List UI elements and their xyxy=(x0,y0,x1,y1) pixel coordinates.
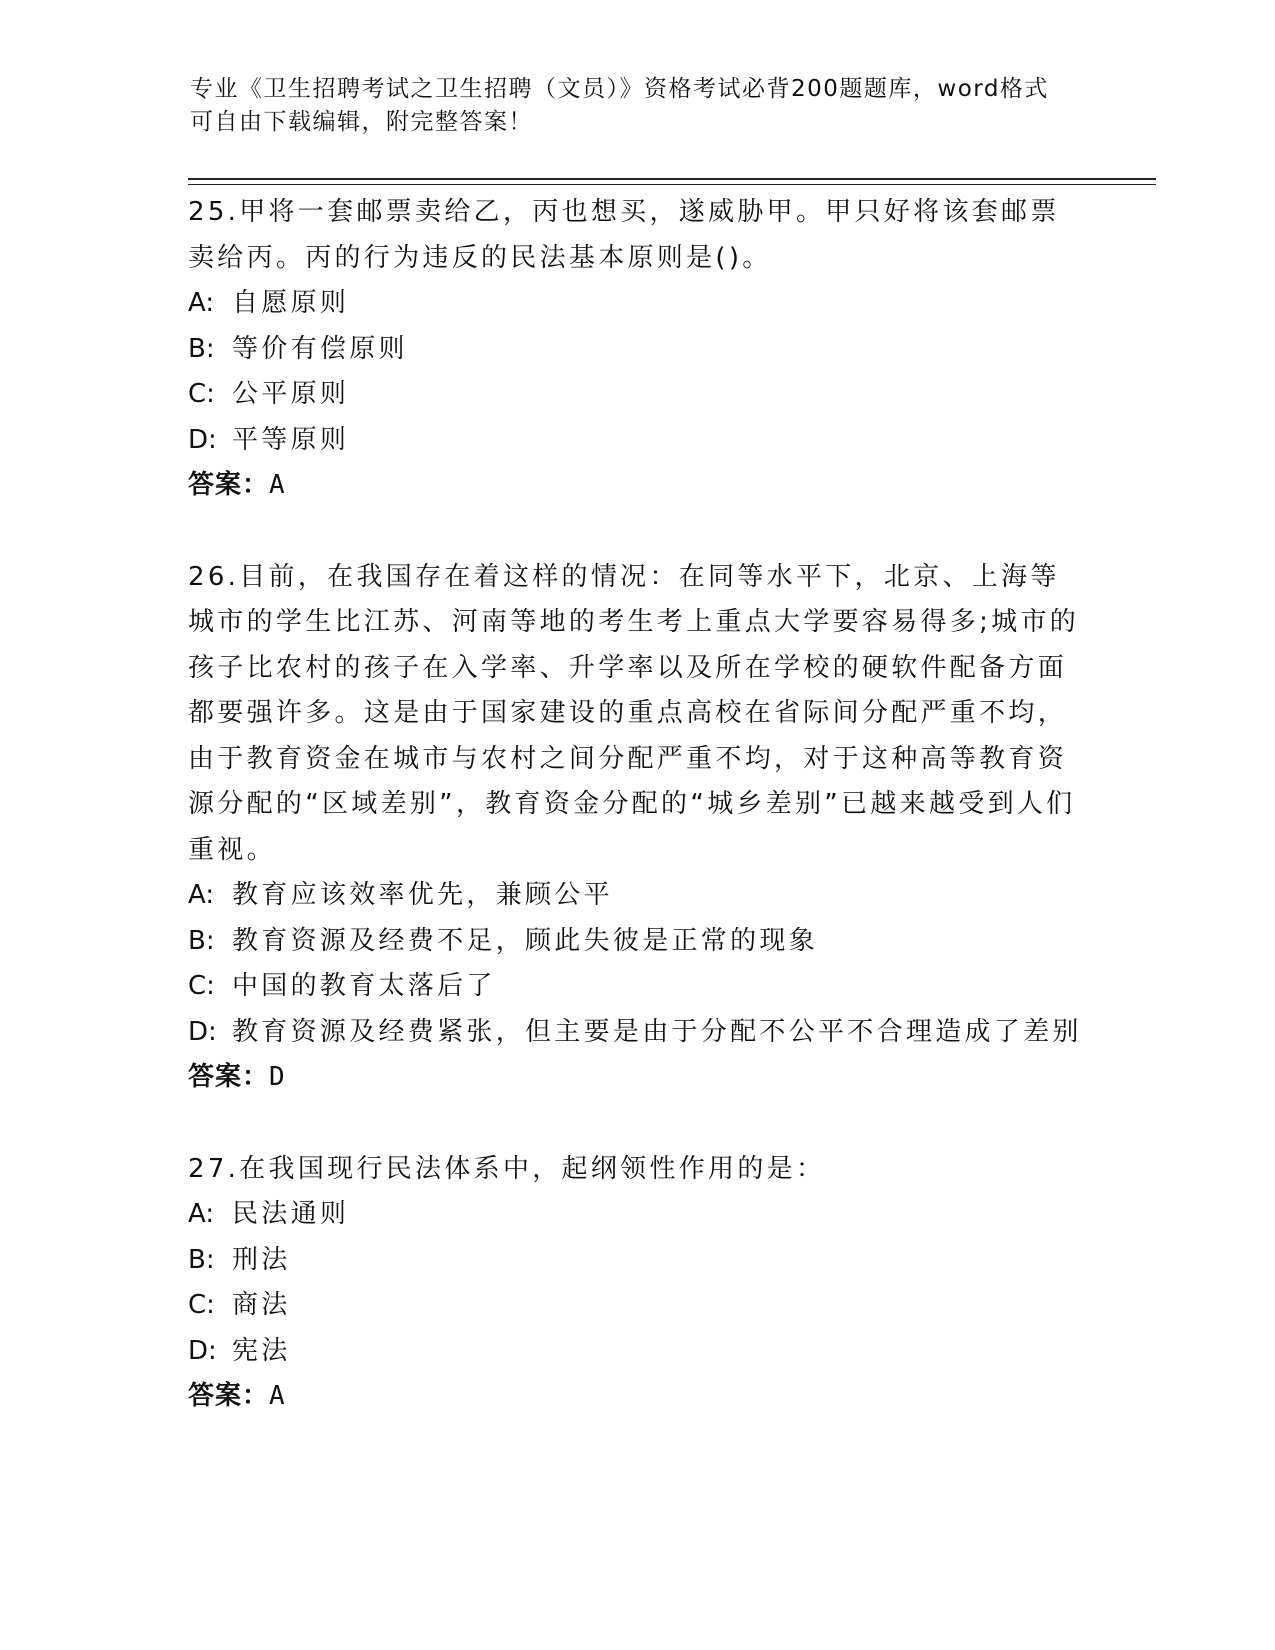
option-c xyxy=(188,1283,1088,1329)
option-text: 平等原则 xyxy=(232,424,350,455)
question-stem: 27.在我国现行民法体系中，起纲领性作用的是： xyxy=(188,1153,826,1184)
answer-line xyxy=(188,1055,1088,1101)
answer-label: 答案： xyxy=(188,1062,270,1092)
option-d xyxy=(188,418,1088,464)
question-27 xyxy=(188,1147,1088,1420)
question-stem: 26.目前，在我国存在着这样的情况：在同等水平下，北京、上海等城市的学生比江苏、河南等地的考生考上重点大学要容易得多;城市的孩子比农村的孩子在入学率、升学率以及所在学校的硬软件配备方面都要强许多。这是由于国家建设的重点高校在省际间分配严重不均，由于教育资金在城市与农村之间分配严重不均，对于这种高等教育资源分配的“区域差别”，教育资金分配的“城乡差别”已越来越受到人们重视。 xyxy=(188,561,1080,865)
option-key: C: xyxy=(188,1290,215,1320)
option-key: A: xyxy=(188,880,215,910)
option-key: D: xyxy=(188,424,217,455)
option-text: 教育应该效率优先，兼顾公平 xyxy=(232,880,613,910)
answer-line xyxy=(188,463,1088,509)
option-b xyxy=(188,1238,1088,1284)
question-25 xyxy=(188,190,1088,509)
option-key: B: xyxy=(188,925,215,956)
option-text: 公平原则 xyxy=(232,379,350,409)
question-26 xyxy=(188,555,1088,1101)
option-key: D: xyxy=(188,1335,217,1366)
header-divider-thick xyxy=(188,178,1156,180)
option-d xyxy=(188,1329,1088,1375)
option-key: C: xyxy=(188,379,215,409)
header-line-2: 可自由下载编辑，附完整答案！ xyxy=(190,109,533,135)
question-list xyxy=(188,190,1088,1466)
option-text: 刑法 xyxy=(232,1244,291,1275)
option-a xyxy=(188,873,1088,919)
option-a xyxy=(188,1192,1088,1238)
option-text: 中国的教育太落后了 xyxy=(232,971,496,1001)
option-text: 宪法 xyxy=(232,1335,291,1366)
answer-value: A xyxy=(269,1381,286,1411)
answer-label: 答案： xyxy=(188,470,270,500)
option-text: 教育资源及经费不足，顾此失彼是正常的现象 xyxy=(232,925,819,956)
option-text: 教育资源及经费紧张，但主要是由于分配不公平不合理造成了差别 xyxy=(232,1016,1082,1047)
option-key: A: xyxy=(188,1199,215,1229)
option-c xyxy=(188,372,1088,418)
option-key: B: xyxy=(188,1244,215,1275)
option-text: 等价有偿原则 xyxy=(232,333,408,364)
option-key: A: xyxy=(188,288,215,318)
option-key: C: xyxy=(188,971,215,1001)
option-c xyxy=(188,964,1088,1010)
answer-value: D xyxy=(269,1062,286,1092)
option-a xyxy=(188,281,1088,327)
option-text: 民法通则 xyxy=(232,1199,350,1229)
option-b xyxy=(188,327,1088,373)
option-key: D: xyxy=(188,1016,217,1047)
answer-value: A xyxy=(269,470,286,500)
document-header xyxy=(190,73,1070,139)
option-b xyxy=(188,919,1088,965)
option-d xyxy=(188,1010,1088,1056)
answer-line xyxy=(188,1374,1088,1420)
header-divider-thin xyxy=(188,184,1156,185)
option-text: 自愿原则 xyxy=(232,288,350,318)
question-stem: 25.甲将一套邮票卖给乙，丙也想买，遂威胁甲。甲只好将该套邮票卖给丙。丙的行为违反的民法基本原则是()。 xyxy=(188,197,1060,273)
option-key: B: xyxy=(188,333,215,364)
answer-label: 答案： xyxy=(188,1381,270,1411)
option-text: 商法 xyxy=(232,1290,291,1320)
header-line-1: 专业《卫生招聘考试之卫生招聘（文员）》资格考试必背200题题库，word格式 xyxy=(190,76,1049,102)
